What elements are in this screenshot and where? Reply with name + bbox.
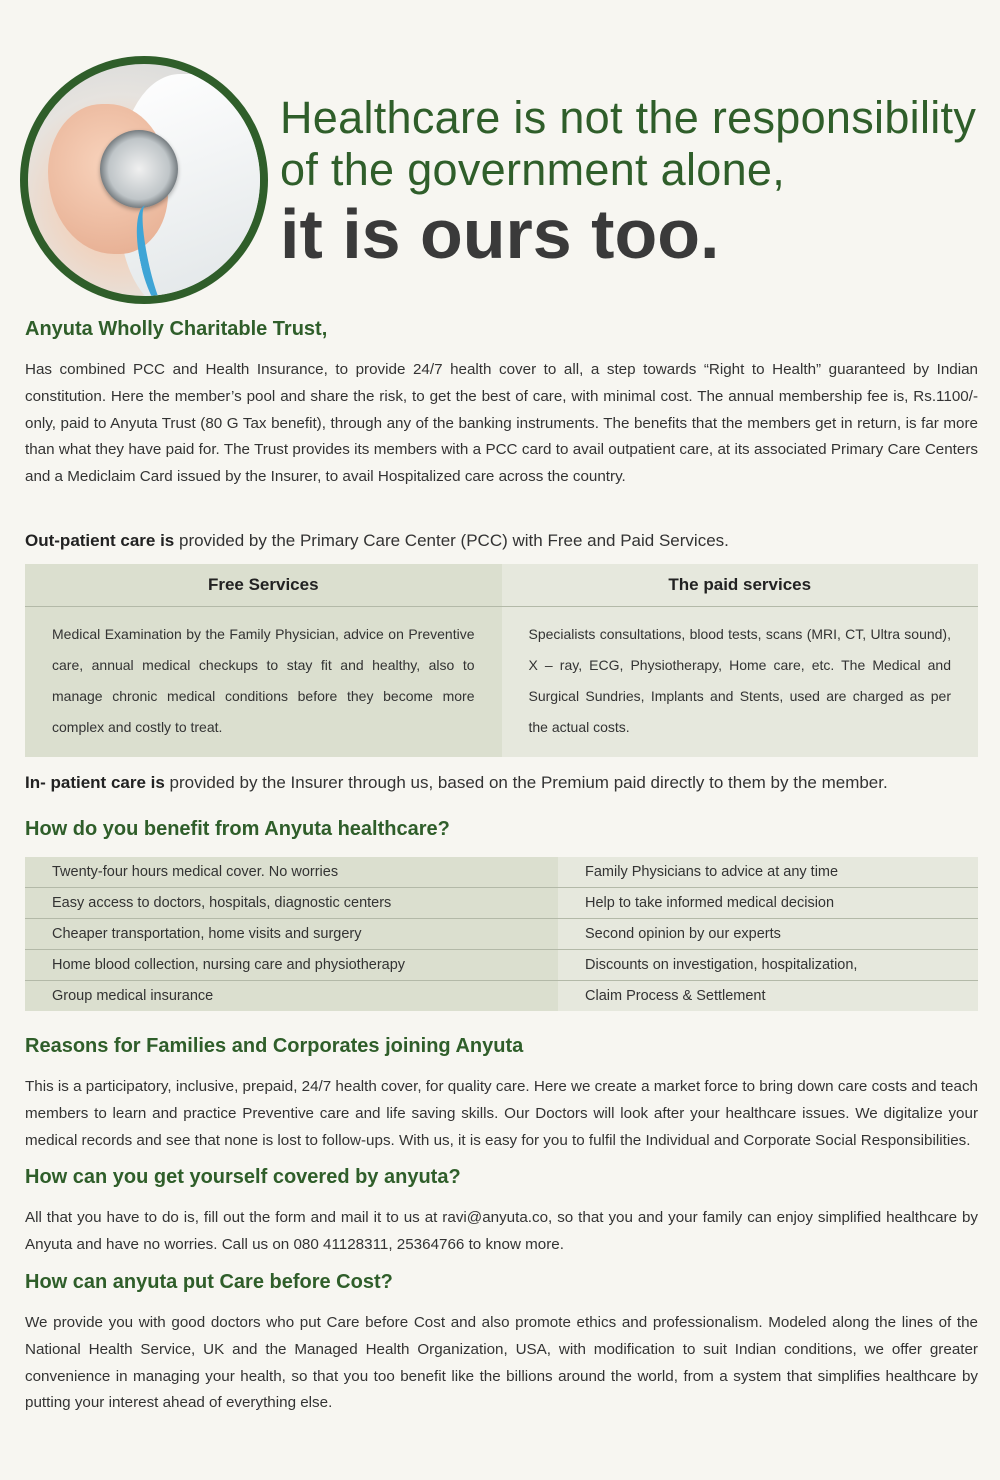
benefit-left-item: Cheaper transportation, home visits and surgery xyxy=(25,918,558,949)
table-row xyxy=(25,887,978,918)
free-services-header: Free Services xyxy=(25,564,502,607)
paid-services-text: Specialists consultations, blood tests, scans (MRI, CT, Ultra sound), X – ray, ECG, Physiotherapy, Home care, etc. The Medical and Surgical Sundries, Implants and Stents, used are charged as per the actual costs. xyxy=(502,606,979,757)
benefit-left-item: Home blood collection, nursing care and physiotherapy xyxy=(25,949,558,980)
table-row xyxy=(25,857,978,888)
benefits-heading: How do you benefit from Anyuta healthcare? xyxy=(25,817,450,840)
hero-banner xyxy=(0,0,1000,310)
benefits-table xyxy=(25,857,978,1011)
benefit-left-item: Easy access to doctors, hospitals, diagnostic centers xyxy=(25,887,558,918)
covered-paragraph: All that you have to do is, fill out the form and mail it to us at ravi@anyuta.co, so that you and your family can enjoy simplified healthcare by Anyuta and have no worries. Call us on 080 41128311, 25364766 to know more. xyxy=(25,1209,978,1254)
doctor-stethoscope-photo xyxy=(20,56,268,304)
care-heading: How can anyuta put Care before Cost? xyxy=(25,1270,393,1293)
benefit-right-item: Claim Process & Settlement xyxy=(558,980,978,1011)
paid-services-header: The paid services xyxy=(502,564,979,607)
benefit-left-item: Group medical insurance xyxy=(25,980,558,1011)
benefit-left-item: Twenty-four hours medical cover. No worries xyxy=(25,857,558,888)
headline-line-2: of the government alone, xyxy=(280,144,786,195)
inpatient-rest: provided by the Insurer through us, based on the Premium paid directly to them by the member. xyxy=(164,772,888,792)
benefit-right-item: Second opinion by our experts xyxy=(558,918,978,949)
reasons-paragraph: This is a participatory, inclusive, prepaid, 24/7 health cover, for quality care. Here we create a market force to bring down care costs and teach members to learn and practice Preventive care and life saving skills. Our Doctors will look after your healthcare issues. We digitalize your medical records and see that none is lost to follow-ups. With us, it is easy for you to fulfil the Individual and Corporate Social Responsibilities. xyxy=(25,1077,978,1149)
inpatient-bold: In- patient care is xyxy=(25,772,165,792)
benefit-right-item: Discounts on investigation, hospitalization, xyxy=(558,949,978,980)
trust-paragraph: Has combined PCC and Health Insurance, to provide 24/7 health cover to all, a step towards “Right to Health” guaranteed by Indian constitution. Here the member’s pool and share the risk, to get the best of care, with minimal cost. The annual membership fee is, Rs.1100/- only, paid to Anyuta Trust (80 G Tax benefit), through any of the banking instruments. The benefits that the members get in return, is far more than what they have paid for. The Trust provides its members with a PCC card to avail outpatient care, at its associated Primary Care Centers and a Mediclaim Card issued by the Insurer, to avail Hospitalized care across the country. xyxy=(25,361,978,486)
covered-heading: How can you get yourself covered by anyuta? xyxy=(25,1166,461,1189)
outpatient-rest: provided by the Primary Care Center (PCC) with Free and Paid Services. xyxy=(174,530,729,550)
stethoscope-icon xyxy=(100,130,178,208)
table-row xyxy=(25,980,978,1011)
headline-line-3: it is ours too. xyxy=(280,195,720,273)
free-services-text: Medical Examination by the Family Physician, advice on Preventive care, annual medical checkups to stay fit and healthy, also to manage chronic medical conditions before they become more complex and costly to treat. xyxy=(25,606,502,757)
outpatient-bold: Out-patient care is xyxy=(25,530,175,550)
main-content xyxy=(25,318,978,1417)
headline-line-1: Healthcare is not the responsibility xyxy=(280,92,977,143)
table-row xyxy=(25,918,978,949)
reasons-heading: Reasons for Families and Corporates joining Anyuta xyxy=(25,1034,524,1057)
inpatient-line xyxy=(25,773,978,793)
hero-headline xyxy=(280,92,990,272)
benefit-right-item: Help to take informed medical decision xyxy=(558,887,978,918)
table-row xyxy=(25,949,978,980)
trust-heading: Anyuta Wholly Charitable Trust, xyxy=(25,318,328,340)
care-paragraph: We provide you with good doctors who put Care before Cost and also promote ethics and professionalism. Modeled along the lines of the National Health Service, UK and the Managed Health Organization, USA, with modification to suit Indian conditions, we offer greater convenience in managing your health, so that you too benefit like the billions around the world, from a system that simplifies healthcare by putting your interest ahead of everything else. xyxy=(25,1313,978,1412)
outpatient-line xyxy=(25,531,978,551)
services-table xyxy=(25,564,978,757)
benefit-right-item: Family Physicians to advice at any time xyxy=(558,857,978,888)
